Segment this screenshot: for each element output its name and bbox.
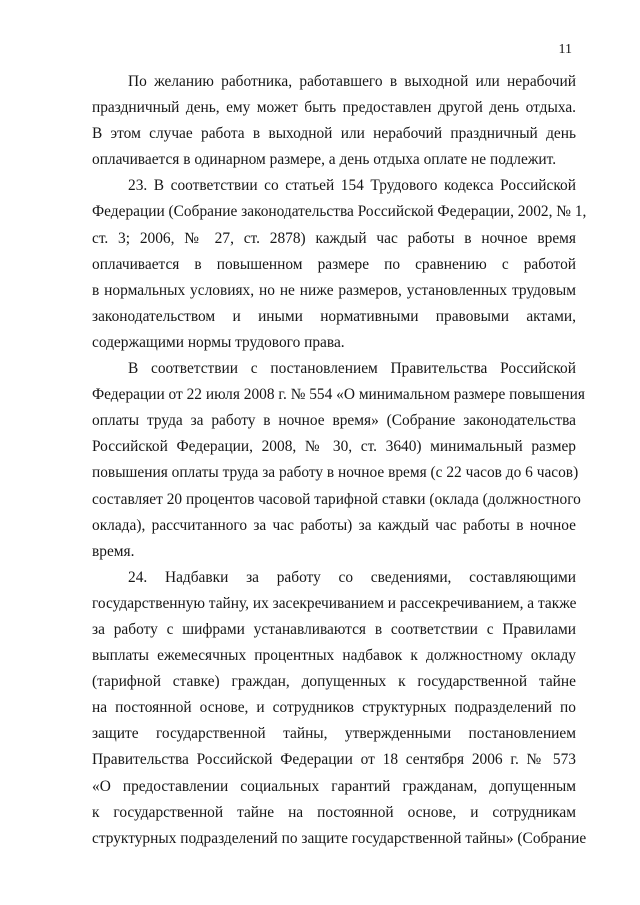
document-body — [92, 69, 587, 852]
text-line: По желанию работника, работавшего в выходной или нерабочий — [128, 73, 576, 90]
text-line: на постоянной основе, и сотрудников структурных подразделений по — [92, 699, 576, 717]
text-line: В этом случае работа в выходной или нерабочий праздничный день — [92, 125, 576, 143]
text-line: оплаты труда за работу в ночное время» (Собрание законодательства — [92, 412, 576, 430]
text-line: повышения оплаты труда за работу в ночное время (с 22 часов до 6 часов) — [92, 464, 579, 482]
text-line: 24. Надбавки за работу со сведениями, составляющими — [128, 568, 576, 586]
text-line: «О предоставлении социальных гарантий гражданам, допущенным — [92, 777, 576, 795]
text-line: оплачивается в одинарном размере, а день отдыха оплате не подлежит. — [92, 151, 557, 169]
text-line: праздничный день, ему может быть предоставлен другой день отдыха. — [92, 99, 576, 117]
text-line: защите государственной тайны, утвержденными постановлением — [92, 725, 576, 743]
page-number: 11 — [558, 42, 572, 57]
text-line: Федерации (Собрание законодательства Российской Федерации, 2002, № 1, — [92, 203, 587, 221]
text-line: государственную тайну, их засекречиванием и рассекречиванием, а также — [92, 594, 577, 612]
text-line: в нормальных условиях, но не ниже размеров, установленных трудовым — [92, 281, 576, 299]
text-line: составляет 20 процентов часовой тарифной ставки (оклада (должностного — [92, 490, 581, 508]
text-line: Федерации от 22 июля 2008 г. № 554 «О минимальном размере повышения — [92, 386, 585, 404]
text-line: 23. В соответствии со статьей 154 Трудового кодекса Российской — [128, 177, 576, 195]
text-line: структурных подразделений по защите государственной тайны» (Собрание — [92, 829, 587, 847]
text-line: (тарифной ставке) граждан, допущенных к государственной тайне — [92, 673, 576, 691]
text-line: за работу с шифрами устанавливаются в соответствии с Правилами — [92, 620, 576, 638]
text-line: выплаты ежемесячных процентных надбавок к должностному окладу — [92, 647, 576, 665]
text-line: оплачивается в повышенном размере по сравнению с работой — [92, 255, 576, 273]
text-line: ст. 3; 2006, № 27, ст. 2878) каждый час работы в ночное время — [92, 229, 576, 247]
text-line: оклада), рассчитанного за час работы) за каждый час работы в ночное — [92, 516, 576, 534]
text-line: содержащими нормы трудового права. — [92, 333, 345, 351]
text-line: В соответствии с постановлением Правительства Российской — [128, 360, 576, 378]
text-line: к государственной тайне на постоянной основе, и сотрудникам — [92, 803, 576, 821]
text-line: Российской Федерации, 2008, № 30, ст. 3640) минимальный размер — [92, 438, 576, 456]
text-line: Правительства Российской Федерации от 18 сентября 2006 г. № 573 — [92, 751, 576, 769]
text-line: законодательством и иными нормативными правовыми актами, — [92, 307, 576, 325]
text-line: время. — [92, 542, 135, 560]
